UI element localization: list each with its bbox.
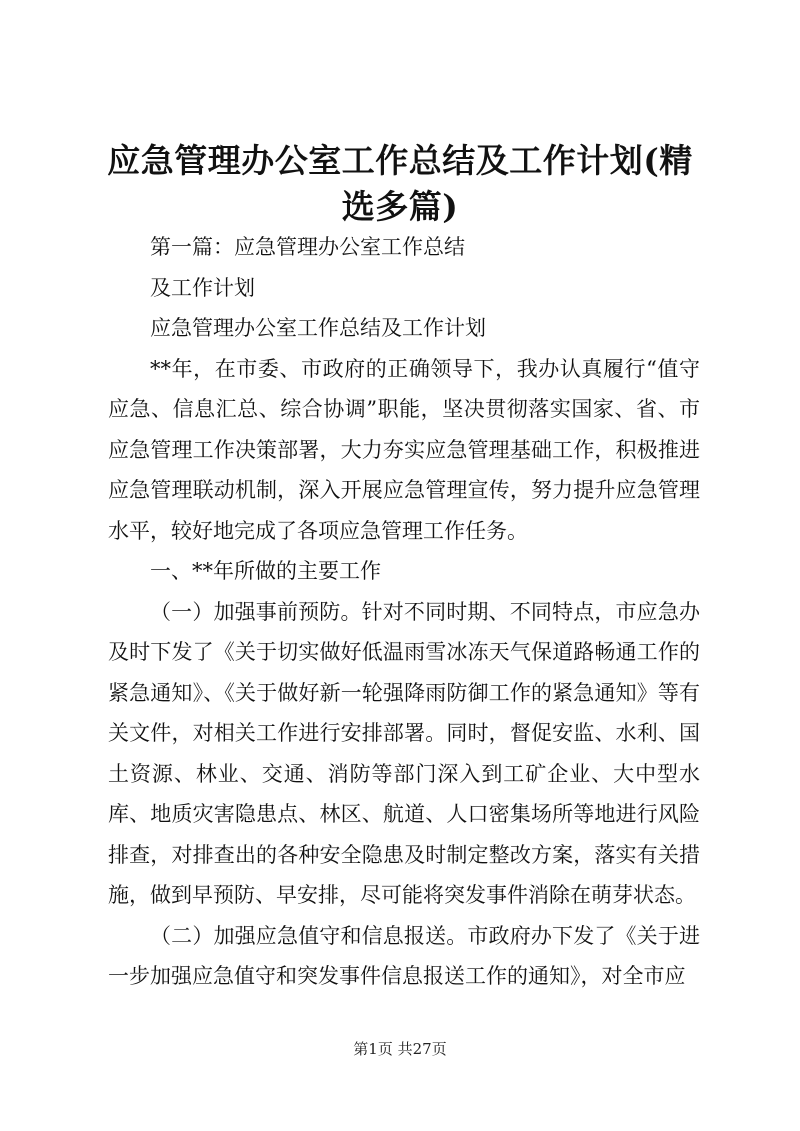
- paragraph-main-work-heading: 一、**年所做的主要工作: [150, 559, 381, 583]
- paragraph-intro: **年，在市委、市政府的正确领导下，我办认真履行“值守应急、信息汇总、综合协调”职能，坚决贯彻落实国家、省、市应急管理工作决策部署，大力夯实应急管理基础工作，积极推进应急管理联动机制，深入开展应急管理宣传，努力提升应急管理水平，较好地完成了各项应急管理工作任务。: [108, 356, 700, 543]
- paragraph-subtitle: 应急管理办公室工作总结及工作计划: [150, 316, 486, 340]
- paragraph-section-heading: 第一篇：应急管理办公室工作总结: [150, 235, 465, 259]
- page-indicator: 第1页 共27页: [353, 1040, 447, 1058]
- paragraph-section-heading-continued: 及工作计划: [150, 275, 255, 300]
- paragraph-emergency-duty: （二）加强应急值守和信息报送。市政府办下发了《关于进一步加强应急值守和突发事件信息报送工作的通知》，对全市应: [108, 923, 700, 988]
- document-title: 应急管理办公室工作总结及工作计划(精选多篇): [107, 141, 693, 226]
- paragraph-prevention: （一）加强事前预防。针对不同时期、不同特点，市应急办及时下发了《关于切实做好低温雨雪冰冻天气保道路畅通工作的紧急通知》、《关于做好新一轮强降雨防御工作的紧急通知》等有关文件，对相关工作进行安排部署。同时，督促安监、水利、国土资源、林业、交通、消防等部门深入到工矿企业、大中型水库、地质灾害隐患点、林区、航道、人口密集场所等地进行风险排查，对排查出的各种安全隐患及时制定整改方案，落实有关措施，做到早预防、早安排，尽可能将突发事件消除在萌芽状态。: [108, 599, 700, 907]
- document-body: [108, 227, 700, 997]
